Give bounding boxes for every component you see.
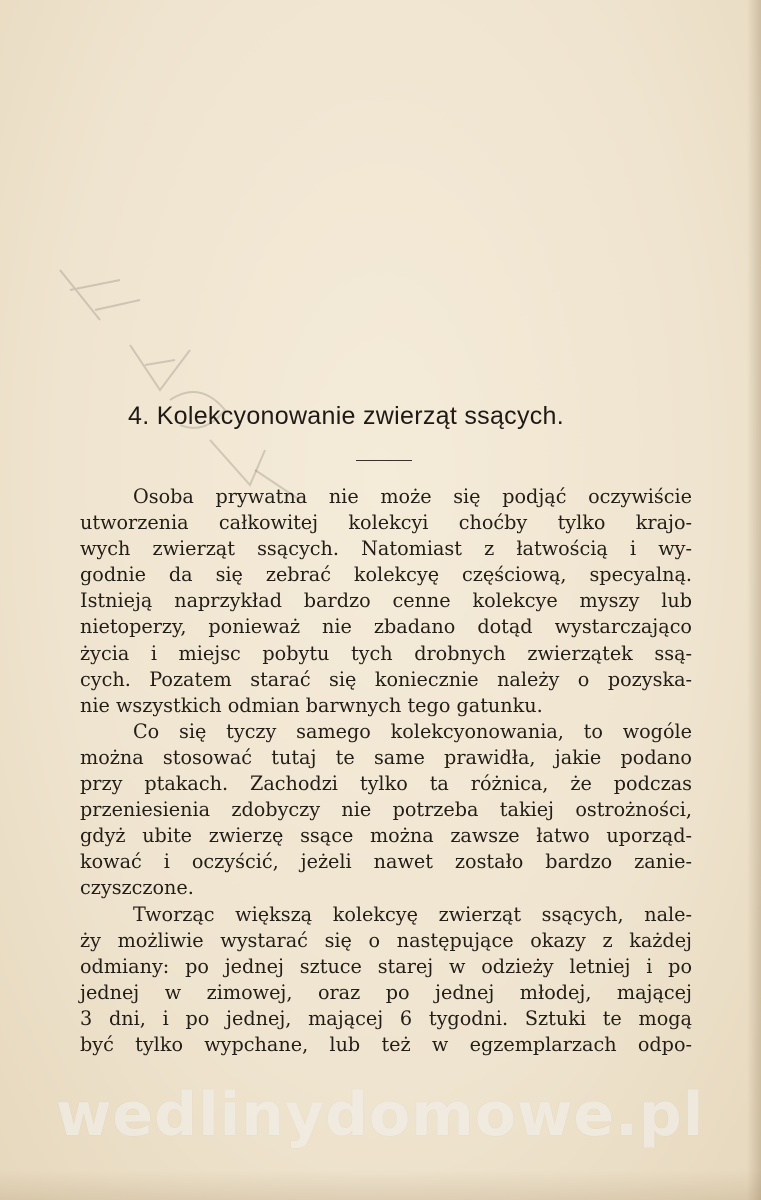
text-line: Co się tyczy samego kolekcyonowania, to wogóle (133, 719, 692, 743)
page-bottom-shadow (0, 1170, 761, 1200)
text-line: cych. Pozatem starać się koniecznie należy o pozyska- (80, 667, 692, 691)
page-edge-shadow (747, 0, 761, 1200)
text-line: kować i oczyścić, jeżeli nawet zostało bardzo zanie- (80, 850, 692, 874)
text-line: nie wszystkich odmian barwnych tego gatunku. (80, 693, 543, 717)
text-line: Tworząc większą kolekcyę zwierząt ssących, nale- (133, 902, 692, 926)
text-line: ży możliwie wystarać się o następujące okazy z każdej (80, 928, 692, 952)
site-watermark: wedlinydomowe.pl (56, 1080, 705, 1150)
text-line: jednej w zimowej, oraz po jednej młodej, mającej (80, 980, 692, 1004)
text-line: odmiany: po jednej sztuce starej w odzieży letniej i po (80, 954, 692, 978)
text-line: nietoperzy, ponieważ nie zbadano dotąd wystarczająco (80, 615, 692, 639)
text-line: 3 dni, i po jednej, mającej 6 tygodni. Sztuki te mogą (80, 1006, 692, 1030)
text-line: przy ptakach. Zachodzi tylko ta różnica, że podczas (80, 772, 692, 796)
body-text (80, 484, 692, 1058)
text-line: Osoba prywatna nie może się podjąć oczywiście (133, 485, 692, 508)
text-line: godnie da się zebrać kolekcyę częściową, specyalną. (80, 563, 692, 587)
text-line: gdyż ubite zwierzę ssące można zawsze łatwo uporząd- (80, 824, 692, 848)
text-line: przeniesienia zdobyczy nie potrzeba takiej ostrożności, (80, 798, 692, 822)
text-line: życia i miejsc pobytu tych drobnych zwierzątek ssą- (80, 641, 692, 665)
text-line: utworzenia całkowitej kolekcyi choćby tylko krajo- (80, 511, 692, 535)
heading-divider (356, 460, 412, 461)
text-line: można stosować tutaj te same prawidła, jakie podano (80, 745, 692, 769)
text-line: wych zwierząt ssących. Natomiast z łatwością i wy- (80, 537, 692, 561)
text-line: być tylko wypchane, lub też w egzemplarzach odpo- (80, 1032, 692, 1056)
text-line: Istnieją naprzykład bardzo cenne kolekcye myszy lub (80, 589, 692, 613)
text-line: czyszczone. (80, 876, 194, 900)
diagonal-watermark-stamp (40, 250, 360, 510)
chapter-heading: 4. Kolekcyonowanie zwierząt ssących. (128, 402, 564, 430)
